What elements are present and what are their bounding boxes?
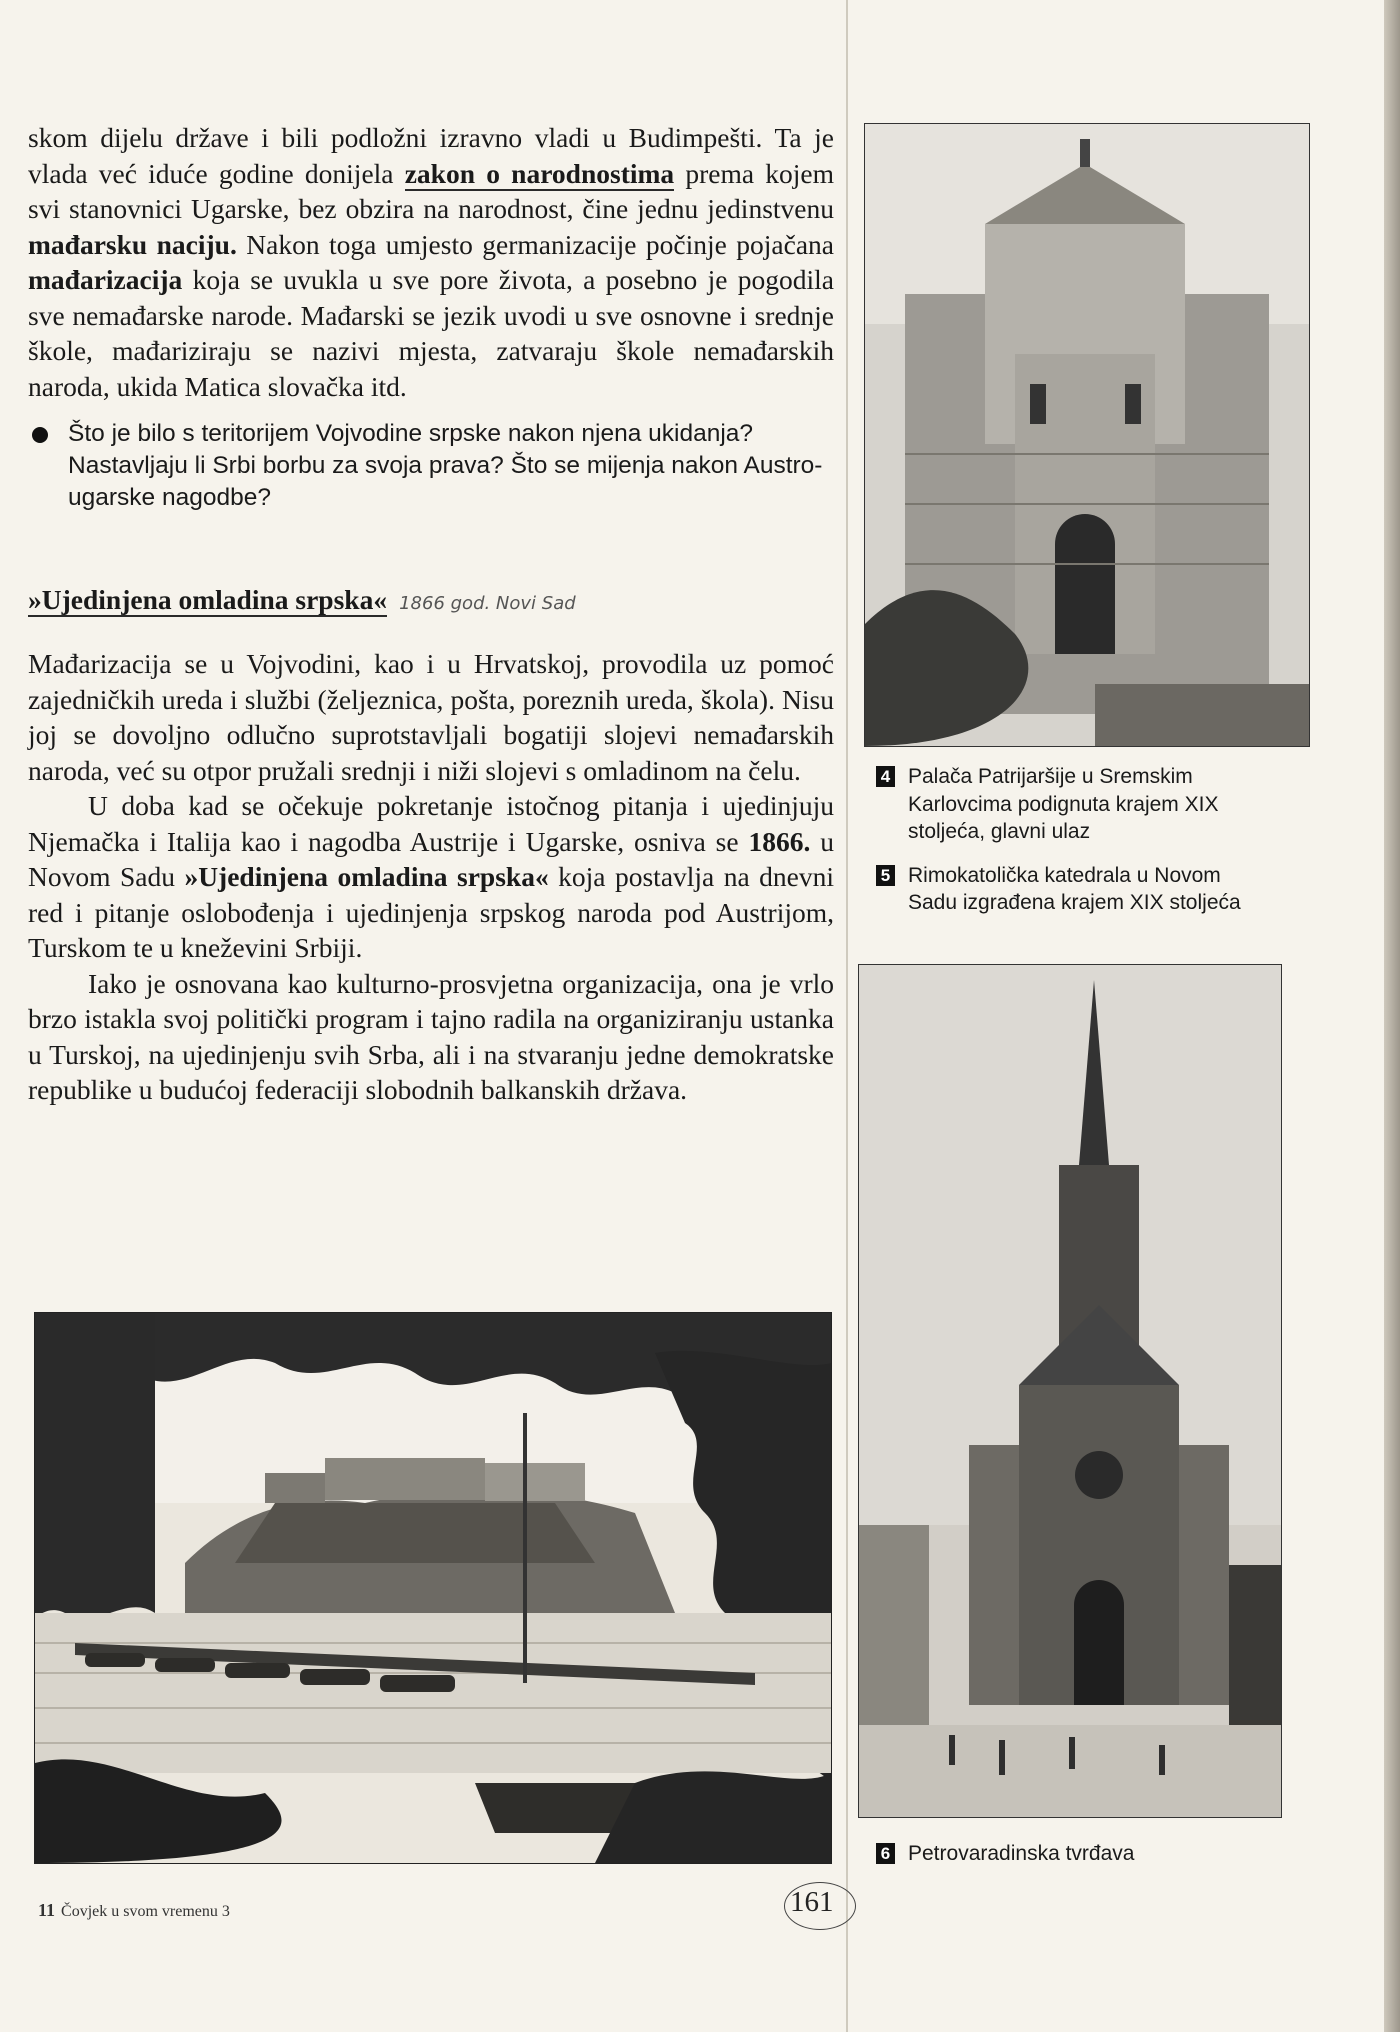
paragraph-program: Iako je osnovana kao kulturno-prosvjetna organizacija, ona je vrlo brzo istakla svoj politički program i tajno radila na organiziranju ustanka u Turskoj, na ujedinjenju svih Srba, ali i na stvaranju jedne demokratske republike u budućoj federaciji slobodnih balkanskih država. [28, 967, 834, 1105]
column-fold-line [846, 0, 848, 2032]
figure-number-badge: 5 [876, 865, 895, 886]
bold-term-law-on-nationalities: zakon o narodnostima [404, 157, 675, 189]
bullet-dot-icon [32, 427, 48, 443]
bold-term-hungarian-nation: mađarsku naciju. [28, 228, 237, 260]
caption-6: 6 Petrovaradinska tvrđava [876, 1840, 1256, 1868]
review-question: Što je bilo s teritorijem Vojvodine srpske nakon njena ukidanja? Nastavljaju li Srbi borbu za svoja prava? Što se mijenja nakon Austro-ugarske nagodbe? [28, 418, 834, 514]
figure-captions [876, 763, 1256, 933]
paragraph-resistance: Mađarizacija se u Vojvodini, kao i u Hrvatskoj, provodila uz pomoć zajedničkih ureda i službi (željeznica, pošta, poreznih ureda, škola). Nisu joj se dovoljno odlučno suprotstavljali bogatiji slojevi nemađarskih naroda, već su otpor pružali srednji i niži slojevi s omladinom na čelu. [28, 648, 834, 786]
caption-4: 4 Palača Patrijaršije u Sremskim Karlovcima podignuta krajem XIX stoljeća, glavni ulaz [876, 763, 1256, 846]
bold-term-united-serbian-youth: »Ujedinjena omladina srpska« [184, 861, 549, 892]
paragraph-magyarization-law: skom dijelu države i bili podložni izravno vladi u Budimpešti. Ta je vlada već iduće godine donijela zakon o narodnostima prema kojem svi stanovnici Ugarske, bez obzira na narodnost, čine jednu jedinstvenu mađarsku naciju. Nakon toga umjesto germanizacije počinje pojačana mađarizacija koja se uvukla u sve pore života, a posebno je pogodila sve nemađarske narode. Mađarski se jezik uvodi u sve osnovne i srednje škole, mađariziraju se nazivi mjesta, zatvaraju škole nemađarskih naroda, ukida Matica slovačka itd. [28, 122, 835, 402]
paragraph-founding: U doba kad se očekuje pokretanje istočnog pitanja i ujedinjuju Njemačka i Italija kao i nagodba Austrije i Ugarske, osniva se 1866. u Novom Sadu »Ujedinjena omladina srpska« koja postavlja na dnevni red i pitanje oslobođenja i ujedinjenja srpskog naroda pod Austrijom, Turskom te u kneževini Srbiji. [28, 790, 834, 963]
page-number: 161 [790, 1886, 834, 1918]
petrovaradin-fortress-engraving [34, 1312, 832, 1864]
patriarchate-palace-photo [864, 123, 1310, 747]
figure-number-badge: 4 [876, 766, 895, 787]
caption-5: 5 Rimokatolička katedrala u Novom Sadu izgrađena krajem XIX stoljeća [876, 862, 1256, 917]
figure-number-badge: 6 [876, 1843, 895, 1864]
bold-term-magyarization: mađarizacija [28, 264, 183, 295]
section-heading: »Ujedinjena omladina srpska« 1866 god. Novi Sad [28, 584, 576, 615]
bold-year-1866: 1866. [748, 825, 811, 857]
main-text-column [28, 120, 834, 1108]
book-footer: 11 Čovjek u svom vremenu 3 [38, 1900, 230, 1920]
page-edge-shadow [1384, 0, 1400, 2032]
novi-sad-cathedral-photo [858, 964, 1282, 1818]
handwritten-note: 1866 god. Novi Sad [399, 593, 576, 614]
